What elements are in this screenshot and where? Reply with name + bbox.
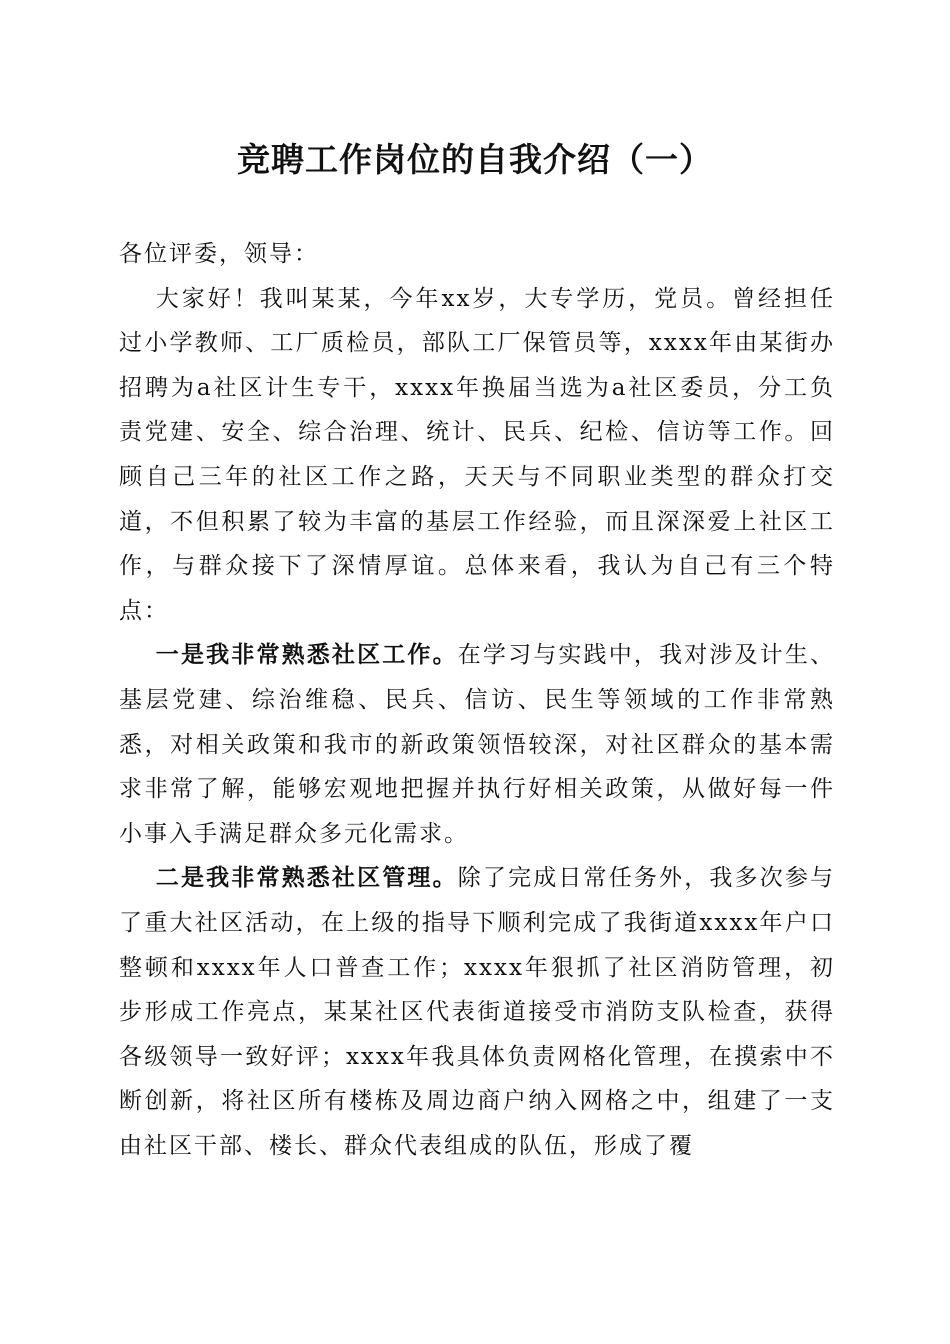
salutation: 各位评委，领导： [119,241,319,267]
document-body [119,232,835,1168]
paragraph-point-one [119,633,835,856]
paragraph-text: 大家好！我叫某某，今年xx岁，大专学历，党员。曾经担任过小学教师、工厂质检员，部队工厂保管员等，xxxx年由某街办招聘为a社区计生专干，xxxx年换届当选为a社区委员，分工负责党建、安全、综合治理、统计、民兵、纪检、信访等工作。回顾自己三年的社区工作之路，天天与不同职业类型的群众打交道，不但积累了较为丰富的基层工作经验，而且深深爱上社区工作，与群众接下了深情厚谊。总体来看，我认为自己有三个特点： [119,285,835,624]
document-title: 竞聘工作岗位的自我介绍（一） [237,140,713,179]
paragraph-lead: 二是我非常熟悉社区管理。 [155,864,458,892]
paragraph-intro [119,277,835,634]
paragraph-text: 在学习与实践中，我对涉及计生、基层党建、综治维稳、民兵、信访、民生等领域的工作非常熟悉，对相关政策和我市的新政策领悟较深，对社区群众的基本需求非常了解，能够宏观地把握并执行好相关政策，从做好每一件小事入手满足群众多元化需求。 [119,642,836,847]
paragraph-text: 除了完成日常任务外，我多次参与了重大社区活动，在上级的指导下顺利完成了我街道xxxx年户口整顿和xxxx年人口普查工作；xxxx年狠抓了社区消防管理，初步形成工作亮点，某某社区代表街道接受市消防支队检查，获得各级领导一致好评；xxxx年我具体负责网格化管理，在摸索中不断创新，将社区所有楼栋及周边商户纳入网格之中，组建了一支由社区干部、楼长、群众代表组成的队伍，形成了覆 [119,865,836,1159]
paragraph-lead: 一是我非常熟悉社区工作。 [155,641,458,669]
paragraph-point-two [119,856,835,1168]
